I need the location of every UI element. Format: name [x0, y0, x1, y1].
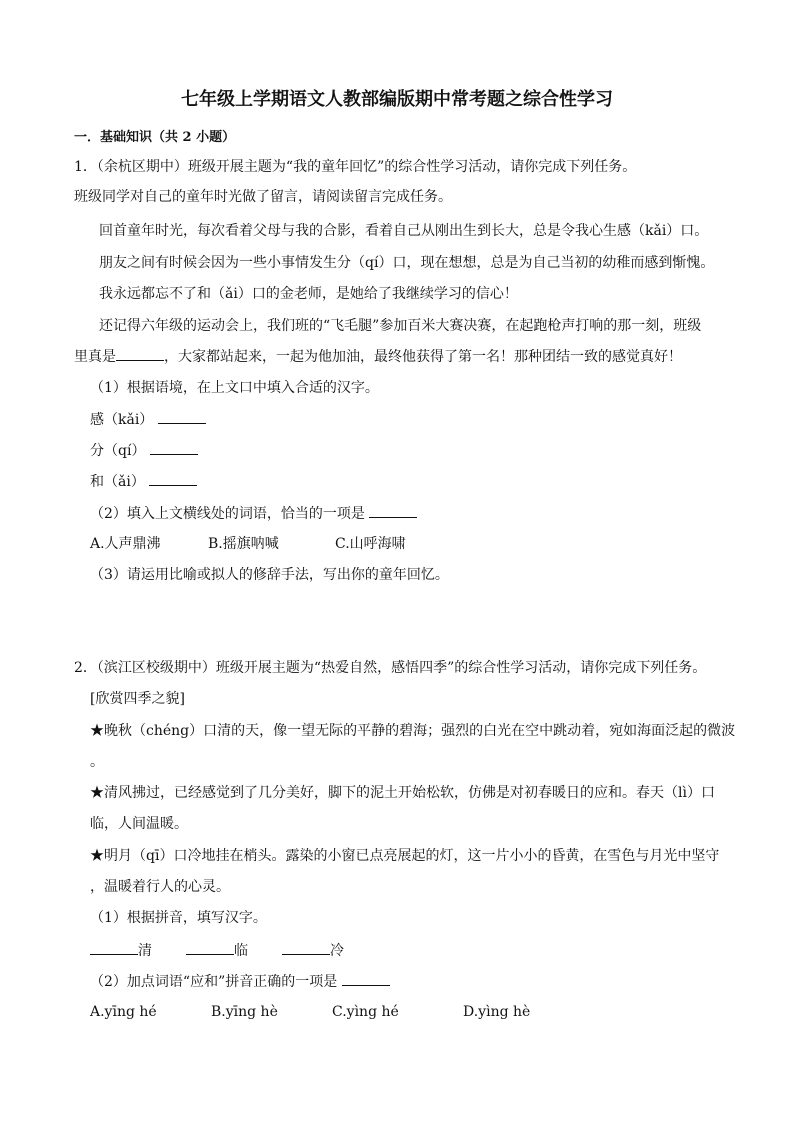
q1-message-2: 朋友之间有时候会因为一些小事情发生分（qí）口，现在想想，总是为自己当初的幼稚而感到惭愧。: [99, 255, 715, 271]
q2-section-tag: [欣赏四季之貌]: [90, 691, 185, 707]
fill-label: 和（ǎi）: [90, 474, 145, 490]
q1-message-4-cont: [74, 346, 682, 367]
option-c[interactable]: C.yìng hé: [332, 1004, 399, 1020]
q1-lead: 班级同学对自己的童年时光做了留言，请阅读留言完成任务。: [74, 189, 452, 205]
answer-blank[interactable]: [116, 346, 164, 361]
q2-sentence-1: ★晚秋（chéng）口清的天，像一望无际的平静的碧海；强烈的白光在空中跳动着，宛如海面泛起的微波: [90, 723, 736, 739]
q1-subquestion-2: [90, 503, 417, 524]
q1-options: [90, 534, 406, 554]
option-b[interactable]: B.摇旗呐喊: [208, 536, 279, 552]
section-heading: 一．基础知识（共 2 小题）: [74, 130, 236, 145]
option-d[interactable]: D.yìng hè: [463, 1004, 531, 1020]
fill-label: 分（qí）: [90, 443, 146, 459]
fill-label: 感（kǎi）: [90, 412, 154, 428]
option-a[interactable]: A.yīng hé: [90, 1004, 157, 1020]
q1-text-before-blank: 里真是: [74, 349, 116, 365]
q1-intro: 1．（余杭区期中）班级开展主题为“我的童年回忆”的综合性学习活动，请你完成下列任务。: [74, 159, 637, 175]
q1-message-4: 还记得六年级的运动会上，我们班的“飞毛腿”参加百米大赛决赛，在起跑枪声打响的那一刻，班级: [99, 318, 702, 334]
q1-message-3: 我永远都忘不了和（ǎi）口的金老师，是她给了我继续学习的信心！: [99, 286, 518, 302]
q1-text-after-blank: ，大家都站起来，一起为他加油，最终他获得了第一名！那种团结一致的感觉真好！: [164, 349, 682, 365]
q2-sentence-3-cont: ，温暖着行人的心灵。: [90, 879, 230, 895]
subquestion-text: （2）加点词语“应和”拼音正确的一项是: [90, 974, 338, 990]
q2-sentence-1-cont: 。: [90, 754, 104, 770]
q2-fill-row: [90, 940, 344, 961]
answer-blank[interactable]: [90, 940, 138, 955]
q1-subquestion-3: （3）请运用比喻或拟人的修辞手法，写出你的童年回忆。: [90, 567, 449, 583]
q1-message-1: 回首童年时光，每次看着父母与我的合影，看着自己从刚出生到长大，总是令我心生感（kǎi）口。: [99, 223, 709, 239]
document-title: 七年级上学期语文人教部编版期中常考题之综合性学习: [181, 89, 613, 110]
option-b[interactable]: B.yīng hè: [211, 1004, 278, 1020]
subquestion-text: （2）填入上文横线处的词语，恰当的一项是: [90, 506, 365, 522]
q2-options: [90, 1002, 530, 1022]
answer-blank[interactable]: [342, 971, 390, 986]
q1-fill-row-1: [90, 409, 206, 430]
q2-intro: 2．（滨江区校级期中）班级开展主题为“热爱自然，感悟四季”的综合性学习活动，请你完成下列任务。: [74, 660, 707, 676]
answer-blank[interactable]: [282, 940, 330, 955]
q2-sentence-2: ★清风拂过，已经感觉到了几分美好，脚下的泥土开始松软，仿佛是对初春暖日的应和。春天（lì）口: [90, 785, 715, 801]
answer-blank[interactable]: [158, 409, 206, 424]
q1-fill-row-3: [90, 471, 197, 492]
fill-suffix: 临: [234, 943, 248, 959]
option-a[interactable]: A.人声鼎沸: [90, 536, 161, 552]
q2-sentence-2-cont: 临，人间温暖。: [90, 816, 188, 832]
fill-suffix: 冷: [330, 943, 344, 959]
answer-blank[interactable]: [150, 440, 198, 455]
answer-blank[interactable]: [149, 471, 197, 486]
q1-subquestion-1: （1）根据语境，在上文口中填入合适的汉字。: [90, 380, 379, 396]
answer-blank[interactable]: [186, 940, 234, 955]
option-c[interactable]: C.山呼海啸: [335, 536, 406, 552]
answer-blank[interactable]: [369, 503, 417, 518]
q1-fill-row-2: [90, 440, 198, 461]
q2-subquestion-1: （1）根据拼音，填写汉字。: [90, 910, 267, 926]
q2-subquestion-2: [90, 971, 390, 992]
q2-sentence-3: ★明月（qī）口冷地挂在梢头。露染的小窗已点亮展起的灯，这一片小小的昏黄，在雪色与月光中坚守: [90, 848, 720, 864]
fill-suffix: 清: [138, 943, 152, 959]
